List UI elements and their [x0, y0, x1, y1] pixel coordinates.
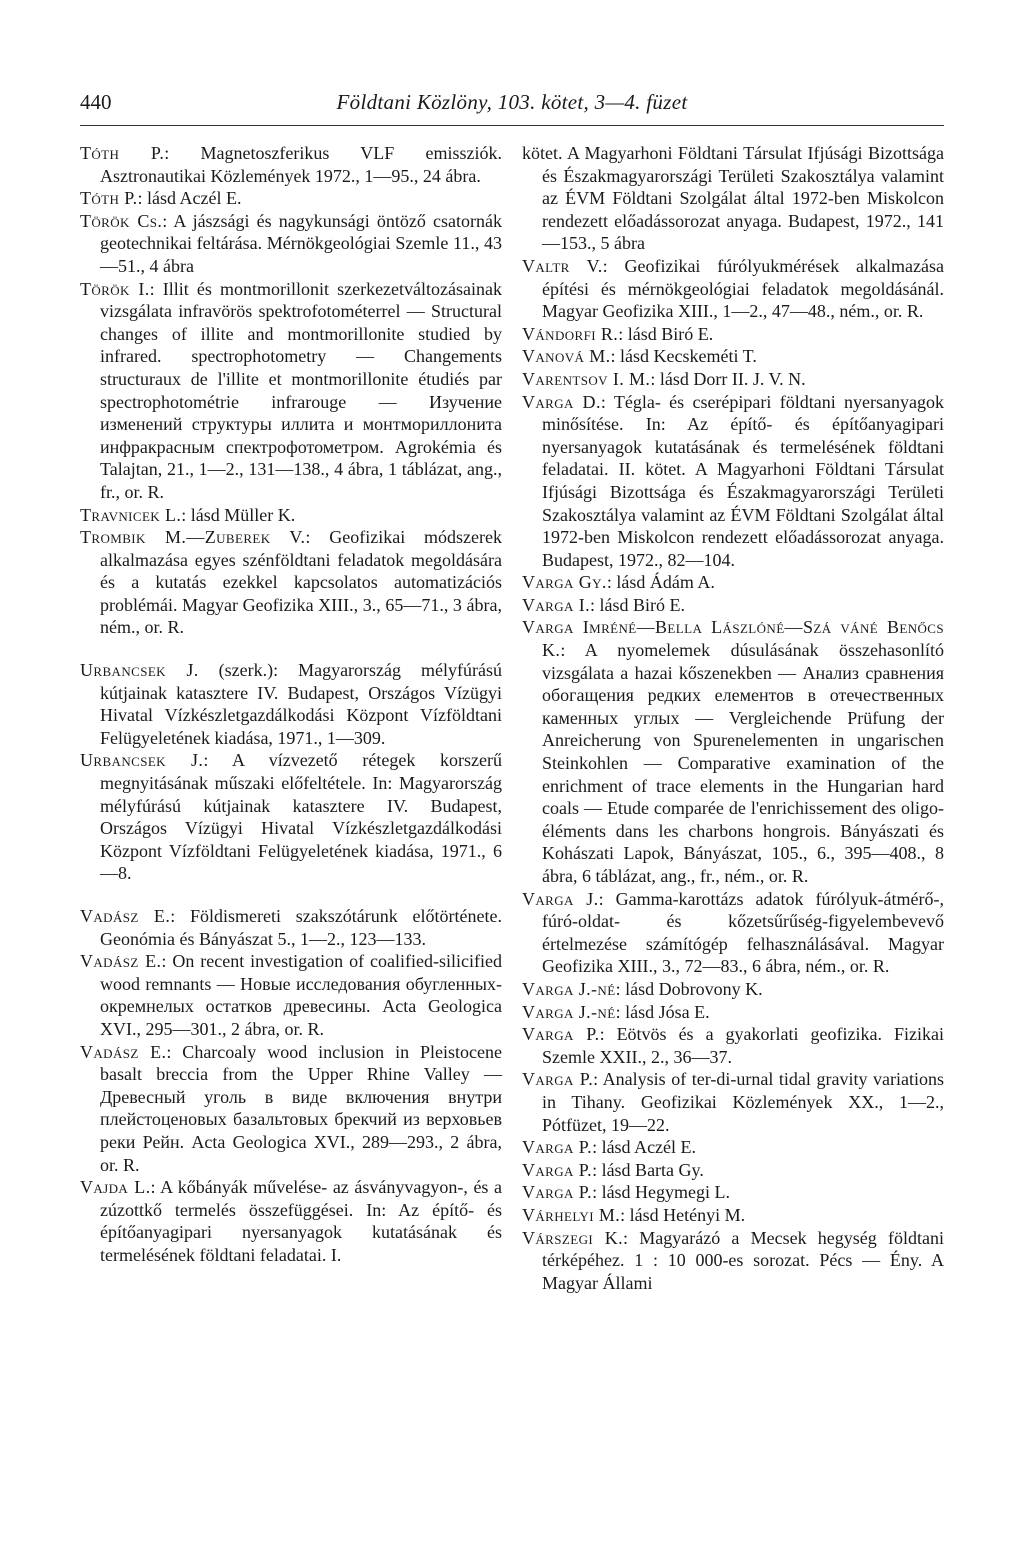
bibliography-entry	[522, 1204, 944, 1227]
header-rule	[80, 125, 944, 126]
entry-text: kötet. A Magyarhoni Földtani Társulat Ifjúsági Bizottsága és Északmagyarországi Területi Szakosztálya valamint az ÉVM Földtani Szolgálat által 1972-ben Miskolcon rendezett előadássorozat anyaga. Budapest, 1972., 141—153., 5 ábra	[522, 143, 944, 254]
entry-author: Varga P.	[522, 1069, 594, 1090]
entry-author: Vajda L.	[80, 1177, 151, 1198]
entry-text: : Geofizikai fúrólyukmérések alkalmazása építési és mérnökgeológiai feladatok megoldásánál. Magyar Geofizika XIII., 1—2., 47—48., ném., or. R.	[542, 255, 944, 322]
entry-text: : A jászsági és nagykunsági öntöző csatornák geotechnikai feltárása. Mérnökgeológiai Szemle 11., 43—51., 4 ábra	[100, 210, 502, 276]
entry-text: : lásd Barta Gy.	[592, 1159, 704, 1180]
bibliography-entry	[522, 888, 944, 978]
entry-text: (szerk.): Magyarország mélyfúrású kútjainak katasztere IV. Budapest, Országos Vízügyi Hivatal Vízkészletgazdálkodási Központ Vízföldtani Felügyeletének kiadása, 1971., 1—309.	[100, 660, 502, 748]
entry-text: : Geofizikai módszerek alkalmazása egyes szénföldtani feladatok megoldására és a kutatás ezekkel kapcsolatos automatizációs problémái. Magyar Geofizika XIII., 3., 65—71., 3 ábra, ném., or. R.	[100, 527, 502, 638]
entry-text: : Illit és montmorillonit szerkezetváltozásainak vizsgálata infravörös spektrofotométerrel — Structural changes of illite and montmorillonite studied by infrared. spectrophotometry — Changements structuraux de l'illite et montmorillonite étudiés par spectrophotométrie infrarouge — Изучение изменений структуры иллита и монтмориллонита инфракрасным спектрофотометром. Agrokémia és Talajtan, 21., 1—2., 131—138., 4 ábra, 1 táblázat, ang., fr., or. R.	[100, 278, 502, 502]
entry-author: Varga D.	[522, 391, 601, 412]
entry-text: : lásd Ádám A.	[606, 572, 715, 593]
bibliography-entry	[522, 323, 944, 346]
page-header	[80, 90, 944, 124]
entry-author: Tóth P.	[80, 143, 165, 163]
entry-author: Vanová M.	[522, 346, 611, 367]
entry-text: : lásd Aczél E.	[137, 188, 242, 209]
entry-author: Tóth P.	[80, 188, 138, 209]
bibliography-entry	[80, 1176, 502, 1266]
bibliography-entry	[522, 1001, 944, 1024]
bibliography-entry	[522, 1068, 944, 1136]
page-number: 440	[80, 90, 112, 114]
entry-author: Varga J.-né	[522, 978, 616, 999]
entry-author: Török Cs.	[80, 210, 163, 231]
bibliography-entry	[522, 978, 944, 1001]
bibliography-entry	[522, 1181, 944, 1204]
bibliography-entry	[80, 210, 502, 278]
entry-text: : A vízvezető rétegek korszerű megnyitásának műszaki előfeltétele. In: Magyarország mélyfúrású kútjainak katasztere IV. Budapest, Országos Vízügyi Hivatal Vízkészletgazdálkodási Központ Vízföldtani Felügyeletének kiadása, 1971., 6—8.	[100, 750, 502, 884]
entry-author: Vándorfi R.	[522, 323, 619, 344]
entry-author: Várhelyi M.	[522, 1204, 621, 1225]
entry-author: Travnicek L.	[80, 504, 182, 525]
bibliography-entry	[80, 187, 502, 210]
entry-text: : Magnetoszferikus VLF emissziók. Asztronautikai Közlemények 1972., 1—95., 24 ábra.	[100, 143, 503, 186]
bibliography-entry	[522, 594, 944, 617]
entry-author: Urbancsek J.	[80, 660, 199, 681]
entry-author: Varga P.	[522, 1159, 593, 1180]
bibliography-entry	[80, 659, 502, 749]
entry-text: : Eötvös és a gyakorlati geofizika. Fizikai Szemle XXII., 2., 36—37.	[542, 1024, 944, 1067]
bibliography-entry	[80, 905, 502, 950]
entry-text: : lásd Aczél E.	[592, 1137, 697, 1158]
entry-author: Varga P.	[522, 1182, 593, 1203]
entry-author: Vadász E.	[80, 951, 162, 972]
entry-author: Valtr V.	[522, 255, 603, 276]
entry-text: : lásd Hetényi M.	[620, 1204, 746, 1225]
bibliography-entry	[80, 142, 502, 187]
bibliography-entry	[522, 345, 944, 368]
entry-author: Varga Imréné—Bella Lászlóné—Szá váné Benőcs K.	[522, 617, 944, 661]
entry-author: Török I.	[80, 278, 150, 299]
bibliography-entry	[80, 504, 502, 527]
entry-author: Várszegi K.	[522, 1227, 624, 1248]
entry-author: Varga J.-né	[522, 1001, 616, 1022]
entry-text: : lásd Dobrovony K.	[615, 978, 763, 999]
entry-text: : A nyomelemek dúsulásának összehasonlító vizsgálata a hazai kőszenekben — Анализ сравнения обогащения редких елементов в отечественных каменных углых — Vergleichende Prüfung der Anreicherung von Spurenelementen in ungarischen Steinkohlen — Comparative examination of the enrichment of trace elements in the Hungarian hard coals — Etude comparée de l'enrichissement des oligo-éléments dans les charbons hongrois. Bányászati és Kohászati Lapok, Bányászat, 105., 6., 395—408., 8 ábra, 6 táblázat, ang., fr., ném., or. R.	[542, 640, 944, 886]
entry-text: : lásd Jósa E.	[615, 1001, 710, 1022]
entry-author: Vadász E.	[80, 906, 171, 926]
entry-text: : A kőbányák művelése- az ásványvagyon-, és a zúzottkő termelés összefüggései. In: Az építő- és építőanyagipari nyersanyagok kutatásának és termelésének földtani feladatai. I.	[100, 1177, 503, 1265]
bibliography-entry	[80, 1041, 502, 1177]
bibliography-entry	[80, 749, 502, 885]
left-column	[80, 142, 502, 1267]
bibliography-entry	[80, 526, 502, 639]
journal-title: Földtani Közlöny, 103. kötet, 3—4. füzet	[336, 90, 688, 114]
bibliography-entry	[80, 950, 502, 1040]
entry-author: Varga P.	[522, 1024, 600, 1045]
bibliography-entry	[522, 1159, 944, 1182]
bibliography-entry	[522, 616, 944, 887]
entry-text: : lásd Müller K.	[181, 504, 296, 525]
entry-text: : Földismereti szakszótárunk előtörténete. Geonómia és Bányászat 5., 1—2., 123—133.	[100, 906, 502, 949]
right-column	[522, 142, 944, 1294]
bibliography-entry	[80, 278, 502, 504]
bibliography-entry	[522, 1136, 944, 1159]
bibliography-entry	[522, 255, 944, 323]
entry-author: Varga P.	[522, 1137, 593, 1158]
entry-text: : Gamma-karottázs adatok fúrólyuk-átmérő-, fúró-oldat- és kőzetsűrűség-figyelembevevő értelmezése számítógép felhasználásával. Magyar Geofizika XIII., 3., 72—83., 6 ábra, ném., or. R.	[542, 888, 944, 977]
entry-text: : lásd Biró E.	[590, 594, 686, 615]
entry-text: : lásd Kecskeméti T.	[610, 346, 757, 367]
entry-author: Varga Gy.	[522, 572, 607, 593]
bibliography-entry	[522, 142, 944, 255]
bibliography-entry	[522, 391, 944, 572]
entry-text: : lásd Biró E.	[618, 323, 714, 344]
entry-author: Urbancsek J.	[80, 750, 204, 771]
bibliography-entry	[522, 1023, 944, 1068]
entry-author: Varentsov I. M.	[522, 368, 651, 389]
bibliography-entry	[522, 571, 944, 594]
entry-text: : Analysis of ter-di-urnal tidal gravity variations in Tihany. Geofizikai Közlemények XX., 1—2., Pótfüzet, 19—22.	[542, 1069, 944, 1135]
bibliography-entry	[522, 368, 944, 391]
entry-text: : On recent investigation of coalified-silicified wood remnants — Новые исследования обугленных-окремнелых остатков древесины. Acta Geologica XVI., 295—301., 2 ábra, or. R.	[100, 951, 502, 1039]
entry-text: : Tégla- és cserépipari földtani nyersanyagok minősítése. In: Az építő- és építőanyagipari nyersanyagok kutatásának és termelésének földtani feladatai. II. kötet. A Magyarhoni Földtani Társulat Ifjúsági Bizottsága és Északmagyarországi Területi Szakosztálya valamint az ÉVM Földtani Szolgálat által 1972-ben Miskolcon rendezett előadássorozat anyaga. Budapest, 1972., 82—104.	[542, 391, 944, 570]
entry-text: : lásd Hegymegi L.	[592, 1182, 731, 1203]
entry-author: Varga J.	[522, 888, 599, 909]
entry-author: Vadász E.	[80, 1041, 167, 1062]
entry-author: Trombik M.—Zuberek V.	[80, 527, 306, 548]
bibliography-entry	[522, 1227, 944, 1295]
entry-text: : lásd Dorr II. J. V. N.	[650, 368, 806, 389]
entry-text: : Magyarázó a Mecsek hegység földtani térképéhez. 1 : 10 000-es sorozat. Pécs — Ény. A Magyar Állami	[542, 1227, 944, 1293]
entry-author: Varga I.	[522, 594, 591, 615]
entry-text: : Charcoaly wood inclusion in Pleistocene basalt breccia from the Upper Rhine Valley — Древесный уголь в виде включения внутри плейстоценовых базальтовых брекчий из верховьев реки Рейн. Acta Geologica XVI., 289—293., 2 ábra, or. R.	[100, 1041, 502, 1175]
